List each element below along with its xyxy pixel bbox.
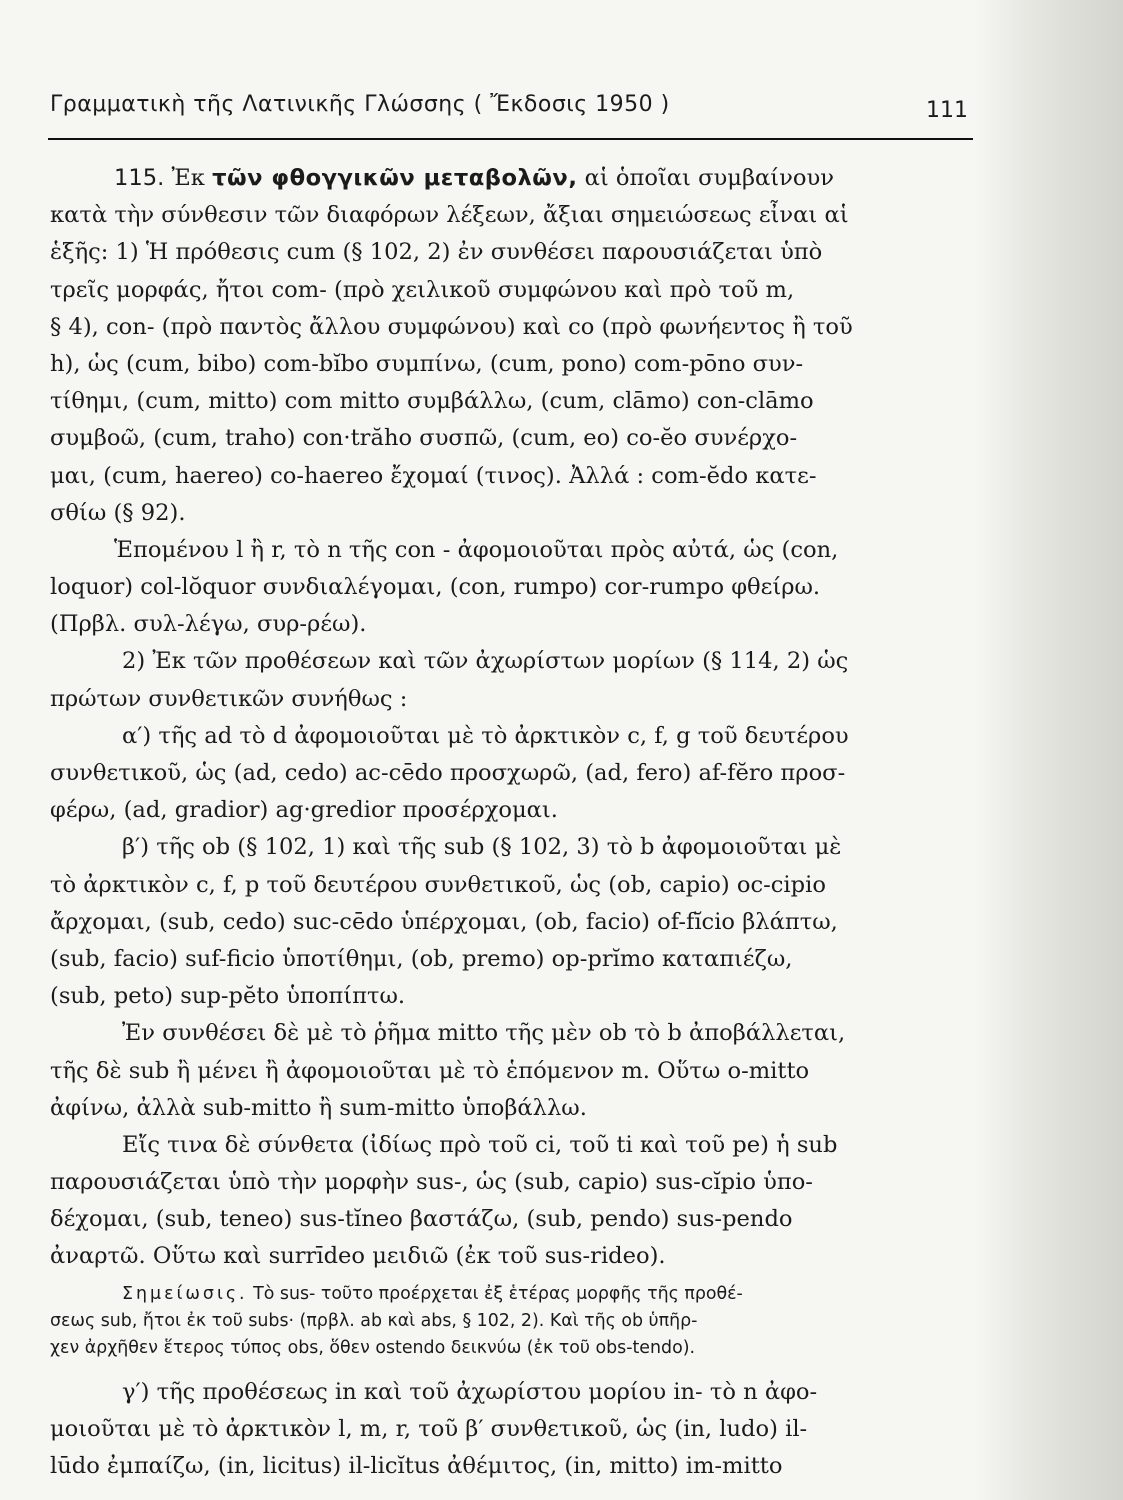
text-line: (Πρβλ. συλ-λέγω, συρ-ρέω).	[50, 611, 367, 638]
header-rule	[48, 138, 973, 140]
page-gutter-shadow	[973, 0, 1123, 1500]
text-line: h), ὡς (cum, bibo) com-bĭbo συμπίνω, (cum, pono) com-pōno συν-	[50, 350, 804, 377]
note-text: Τὸ sus- τοῦτο προέρχεται ἐξ ἑτέρας μορφῆς τῆς προθέ-	[253, 1283, 743, 1304]
text-line: ἀναρτῶ. Οὕτω καὶ surrīdeo μειδιῶ (ἐκ τοῦ sus-rideo).	[50, 1243, 666, 1270]
spacer	[50, 1362, 962, 1374]
text-line: Ἐν συνθέσει δὲ μὲ τὸ ῥῆμα mitto τῆς μὲν ob τὸ b ἀποβάλλεται,	[122, 1020, 846, 1047]
text-line: α′) τῆς ad τὸ d ἀφομοιοῦται μὲ τὸ ἀρκτικὸν c, f, g τοῦ δευτέρου	[122, 722, 849, 749]
text-line: loquor) col-lŏquor συνδιαλέγομαι, (con, rumpo) cor-rumpo φθείρω.	[50, 574, 821, 601]
section-number: 115.	[114, 165, 165, 191]
text-line: Εἴς τινα δὲ σύνθετα (ἰδίως πρὸ τοῦ ci, τοῦ ti καὶ τοῦ pe) ἡ sub	[122, 1131, 838, 1158]
text-line: § 4), con- (πρὸ παντὸς ἄλλου συμφώνου) καὶ co (πρὸ φωνήεντος ἢ τοῦ	[50, 313, 853, 340]
text-line: 2) Ἐκ τῶν προθέσεων καὶ τῶν ἀχωρίστων μορίων (§ 114, 2) ὡς	[122, 648, 849, 675]
text-line: β′) τῆς ob (§ 102, 1) καὶ τῆς sub (§ 102, 3) τὸ b ἀφομοιοῦται μὲ	[122, 834, 842, 861]
running-head	[50, 92, 980, 126]
running-head-title: Γραμματικὴ τῆς Λατινικῆς Γλώσσης ( Ἔκδοσις 1950 )	[50, 92, 670, 117]
text-line: ἄρχομαι, (sub, cedo) suc-cēdo ὑπέρχομαι, (ob, facio) of-fĭcio βλάπτω,	[50, 908, 838, 935]
section-first-line	[50, 160, 962, 197]
text-line: ἑξῆς: 1) Ἡ πρόθεσις cum (§ 102, 2) ἐν συνθέσει παρουσιάζεται ὑπὸ	[50, 239, 823, 266]
section-intro: Ἐκ	[171, 165, 205, 191]
text-line: (sub, facio) suf-ficio ὑποτίθημι, (ob, premo) op-prĭmo καταπιέζω,	[50, 945, 793, 972]
text-line: συνθετικοῦ, ὡς (ad, cedo) ac-cēdo προσχωρῶ, (ad, fero) af-fĕro προσ-	[50, 760, 846, 786]
text-line: αἱ ὁποῖαι συμβαίνουν	[584, 165, 834, 191]
text-line: φέρω, (ad, gradior) ag·gredior προσέρχομαι.	[50, 797, 558, 824]
text-line: μαι, (cum, haereo) co-haereo ἔχομαί (τινος). Ἀλλά : com-ĕdo κατε-	[50, 462, 817, 489]
main-text	[50, 160, 962, 1485]
note-line: σεως sub, ἤτοι ἐκ τοῦ subs· (πρβλ. ab καὶ abs, § 102, 2). Καὶ τῆς ob ὑπῆρ-	[50, 1310, 698, 1331]
text-line: Ἑπομένου l ἢ r, τὸ n τῆς con - ἀφομοιοῦται πρὸς αὐτά, ὡς (con,	[114, 536, 839, 563]
note-label: Σημείωσις.	[122, 1283, 248, 1304]
text-line: κατὰ τὴν σύνθεσιν τῶν διαφόρων λέξεων, ἄξιαι σημειώσεως εἶναι αἱ	[50, 202, 849, 229]
text-line: πρώτων συνθετικῶν συνήθως :	[50, 685, 408, 712]
section-heading: τῶν φθογγικῶν μεταβολῶν,	[212, 165, 578, 191]
page-number: 111	[926, 98, 968, 123]
text-line: lūdo ἐμπαίζω, (in, licitus) il-licĭtus ἀθέμιτος, (in, mitto) im-mitto	[50, 1453, 783, 1479]
text-line: τρεῖς μορφάς, ἤτοι com- (πρὸ χειλικοῦ συμφώνου καὶ πρὸ τοῦ m,	[50, 276, 795, 303]
text-line: σθίω (§ 92).	[50, 499, 186, 526]
text-line: δέχομαι, (sub, teneo) sus-tĭneo βαστάζω, (sub, pendo) sus-pendo	[50, 1206, 793, 1233]
note-line: χεν ἀρχῆθεν ἕτερος τύπος obs, ὅθεν ostendo δεικνύω (ἐκ τοῦ obs-tendo).	[50, 1337, 696, 1358]
text-line: συμβοῶ, (cum, traho) con·trăho συσπῶ, (cum, eo) co-ĕo συνέρχο-	[50, 425, 798, 452]
text-line: τῆς δὲ sub ἢ μένει ἢ ἀφομοιοῦται μὲ τὸ ἑπόμενον m. Οὕτω o-mitto	[50, 1057, 810, 1084]
note-line	[50, 1281, 962, 1308]
text-line: ἀφίνω, ἀλλὰ sub-mitto ἢ sum-mitto ὑποβάλλω.	[50, 1094, 587, 1121]
text-line: μοιοῦται μὲ τὸ ἀρκτικὸν l, m, r, τοῦ β′ συνθετικοῦ, ὡς (in, ludo) il-	[50, 1415, 808, 1442]
footnote	[50, 1281, 962, 1362]
text-line: γ′) τῆς προθέσεως in καὶ τοῦ ἀχωρίστου μορίου in- τὸ n ἀφο-	[122, 1378, 818, 1405]
text-line: παρουσιάζεται ὑπὸ τὴν μορφὴν sus-, ὡς (sub, capio) sus-cĭpio ὑπο-	[50, 1169, 813, 1196]
text-line: τίθημι, (cum, mitto) com mitto συμβάλλω, (cum, clāmo) con-clāmo	[50, 388, 814, 415]
text-line: (sub, peto) sup-pĕto ὑποπίπτω.	[50, 983, 406, 1010]
text-line: τὸ ἀρκτικὸν c, f, p τοῦ δευτέρου συνθετικοῦ, ὡς (ob, capio) oc-cipio	[50, 871, 826, 898]
